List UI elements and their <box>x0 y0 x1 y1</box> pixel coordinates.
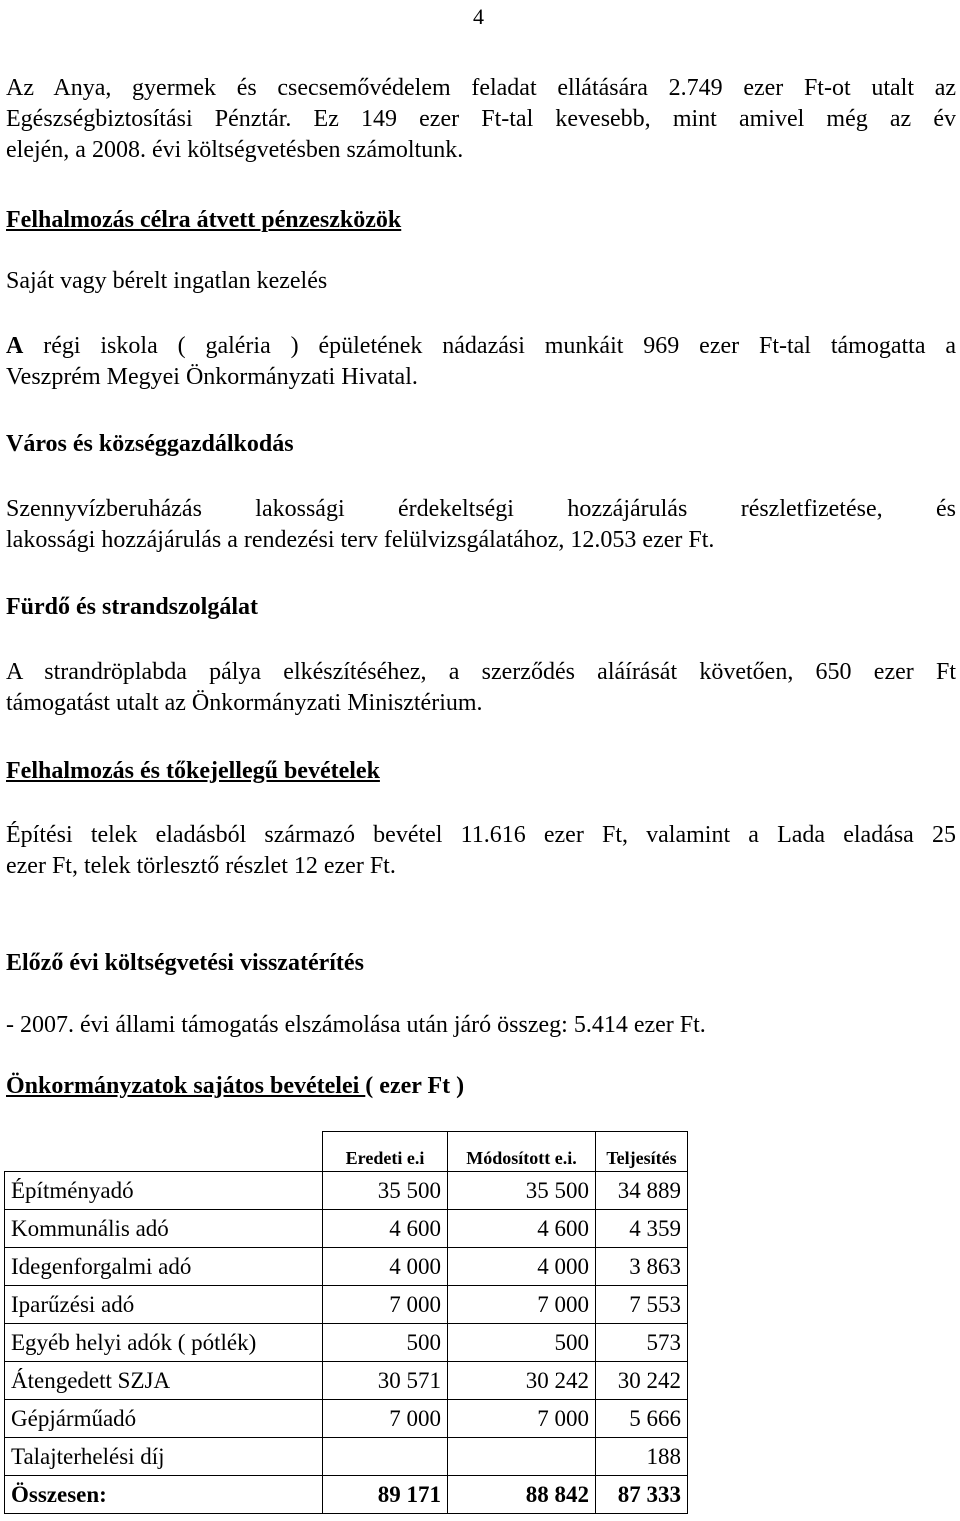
total-eredeti: 89 171 <box>323 1476 448 1514</box>
furdo-line: támogatást utalt az Önkormányzati Minisztérium. <box>6 690 483 716</box>
row-label: Iparűzési adó <box>5 1286 323 1324</box>
cell-eredeti <box>323 1438 448 1476</box>
table-row <box>5 1248 688 1286</box>
cell-eredeti: 35 500 <box>323 1172 448 1210</box>
cell-teljesites: 4 359 <box>596 1210 688 1248</box>
cell-modositott: 7 000 <box>448 1400 596 1438</box>
row-label: Talajterhelési díj <box>5 1438 323 1476</box>
table-header-row <box>5 1132 688 1172</box>
varos-paragraph <box>6 494 956 556</box>
cell-eredeti: 7 000 <box>323 1286 448 1324</box>
col-header-modositott: Módosított e.i. <box>448 1132 596 1172</box>
row-label: Építményadó <box>5 1172 323 1210</box>
row-label: Átengedett SZJA <box>5 1362 323 1400</box>
bold-letter: A <box>6 333 24 359</box>
cell-modositott: 35 500 <box>448 1172 596 1210</box>
table-row <box>5 1400 688 1438</box>
table-header-empty <box>5 1132 323 1172</box>
cell-teljesites: 3 863 <box>596 1248 688 1286</box>
varos-line: lakossági hozzájárulás a rendezési terv felülvizsgálatához, 12.053 ezer Ft. <box>6 527 715 553</box>
furdo-line: A strandröplabda pálya elkészítéséhez, a szerződés aláírását követően, 650 ezer Ft <box>6 659 956 685</box>
table-row <box>5 1286 688 1324</box>
table-total-row <box>5 1476 688 1514</box>
cell-teljesites: 5 666 <box>596 1400 688 1438</box>
heading-felhalmozas-toke: Felhalmozás és tőkejellegű bevételek <box>6 758 380 784</box>
cell-teljesites: 573 <box>596 1324 688 1362</box>
cell-eredeti: 30 571 <box>323 1362 448 1400</box>
cell-modositott: 7 000 <box>448 1286 596 1324</box>
cell-modositott: 30 242 <box>448 1362 596 1400</box>
cell-eredeti: 4 600 <box>323 1210 448 1248</box>
cell-eredeti: 4 000 <box>323 1248 448 1286</box>
cell-modositott: 4 600 <box>448 1210 596 1248</box>
intro-line: elején, a 2008. évi költségvetésben számoltunk. <box>6 137 464 163</box>
intro-paragraph <box>6 73 956 166</box>
intro-line: Egészségbiztosítási Pénztár. Ez 149 ezer Ft-tal kevesebb, mint amivel még az év <box>6 106 956 132</box>
total-teljesites: 87 333 <box>596 1476 688 1514</box>
heading-furdo: Fürdő és strandszolgálat <box>6 594 258 620</box>
ingatlan-line <box>6 331 956 362</box>
elozo-line: - 2007. évi állami támogatás elszámolása után járó összeg: 5.414 ezer Ft. <box>6 1012 706 1038</box>
heading-felhalmozas-celra: Felhalmozás célra átvett pénzeszközök <box>6 207 402 233</box>
table-row <box>5 1210 688 1248</box>
total-modositott: 88 842 <box>448 1476 596 1514</box>
row-label: Egyéb helyi adók ( pótlék) <box>5 1324 323 1362</box>
ingatlan-paragraph <box>6 331 956 393</box>
heading-sajat-ingatlan: Saját vagy bérelt ingatlan kezelés <box>6 268 328 294</box>
total-label: Összesen: <box>5 1476 323 1514</box>
cell-teljesites: 188 <box>596 1438 688 1476</box>
row-label: Idegenforgalmi adó <box>5 1248 323 1286</box>
row-label: Gépjárműadó <box>5 1400 323 1438</box>
col-header-teljesites: Teljesítés <box>596 1132 688 1172</box>
ingatlan-text: régi iskola ( galéria ) épületének nádazási munkáit 969 ezer Ft-tal támogatta a <box>23 333 956 359</box>
heading-elozo: Előző évi költségvetési visszatérítés <box>6 950 364 976</box>
cell-teljesites: 34 889 <box>596 1172 688 1210</box>
varos-line: Szennyvízberuházás lakossági érdekeltségi hozzájárulás részletfizetése, és <box>6 496 956 522</box>
cell-eredeti: 7 000 <box>323 1400 448 1438</box>
heading-varos: Város és községgazdálkodás <box>6 431 294 457</box>
table-row <box>5 1324 688 1362</box>
intro-line: Az Anya, gyermek és csecsemővédelem feladat ellátására 2.749 ezer Ft-ot utalt az <box>6 75 956 101</box>
toke-paragraph <box>6 820 956 882</box>
row-label: Kommunális adó <box>5 1210 323 1248</box>
cell-teljesites: 30 242 <box>596 1362 688 1400</box>
ingatlan-line: Veszprém Megyei Önkormányzati Hivatal. <box>6 364 418 390</box>
table-row <box>5 1172 688 1210</box>
cell-modositott: 4 000 <box>448 1248 596 1286</box>
cell-eredeti: 500 <box>323 1324 448 1362</box>
toke-line: Építési telek eladásból származó bevétel 11.616 ezer Ft, valamint a Lada eladása 25 <box>6 822 956 848</box>
col-header-eredeti: Eredeti e.i <box>323 1132 448 1172</box>
heading-sajatos <box>6 1071 956 1102</box>
furdo-paragraph <box>6 657 956 719</box>
toke-line: ezer Ft, telek törlesztő részlet 12 ezer Ft. <box>6 853 396 879</box>
page-number: 4 <box>473 4 484 29</box>
cell-modositott <box>448 1438 596 1476</box>
cell-teljesites: 7 553 <box>596 1286 688 1324</box>
revenue-table <box>4 1131 688 1514</box>
cell-modositott: 500 <box>448 1324 596 1362</box>
table-row <box>5 1438 688 1476</box>
heading-sajatos-underlined: Önkormányzatok sajátos bevételei <box>6 1073 366 1099</box>
table-row <box>5 1362 688 1400</box>
heading-sajatos-unit: ( ezer Ft ) <box>365 1073 465 1099</box>
